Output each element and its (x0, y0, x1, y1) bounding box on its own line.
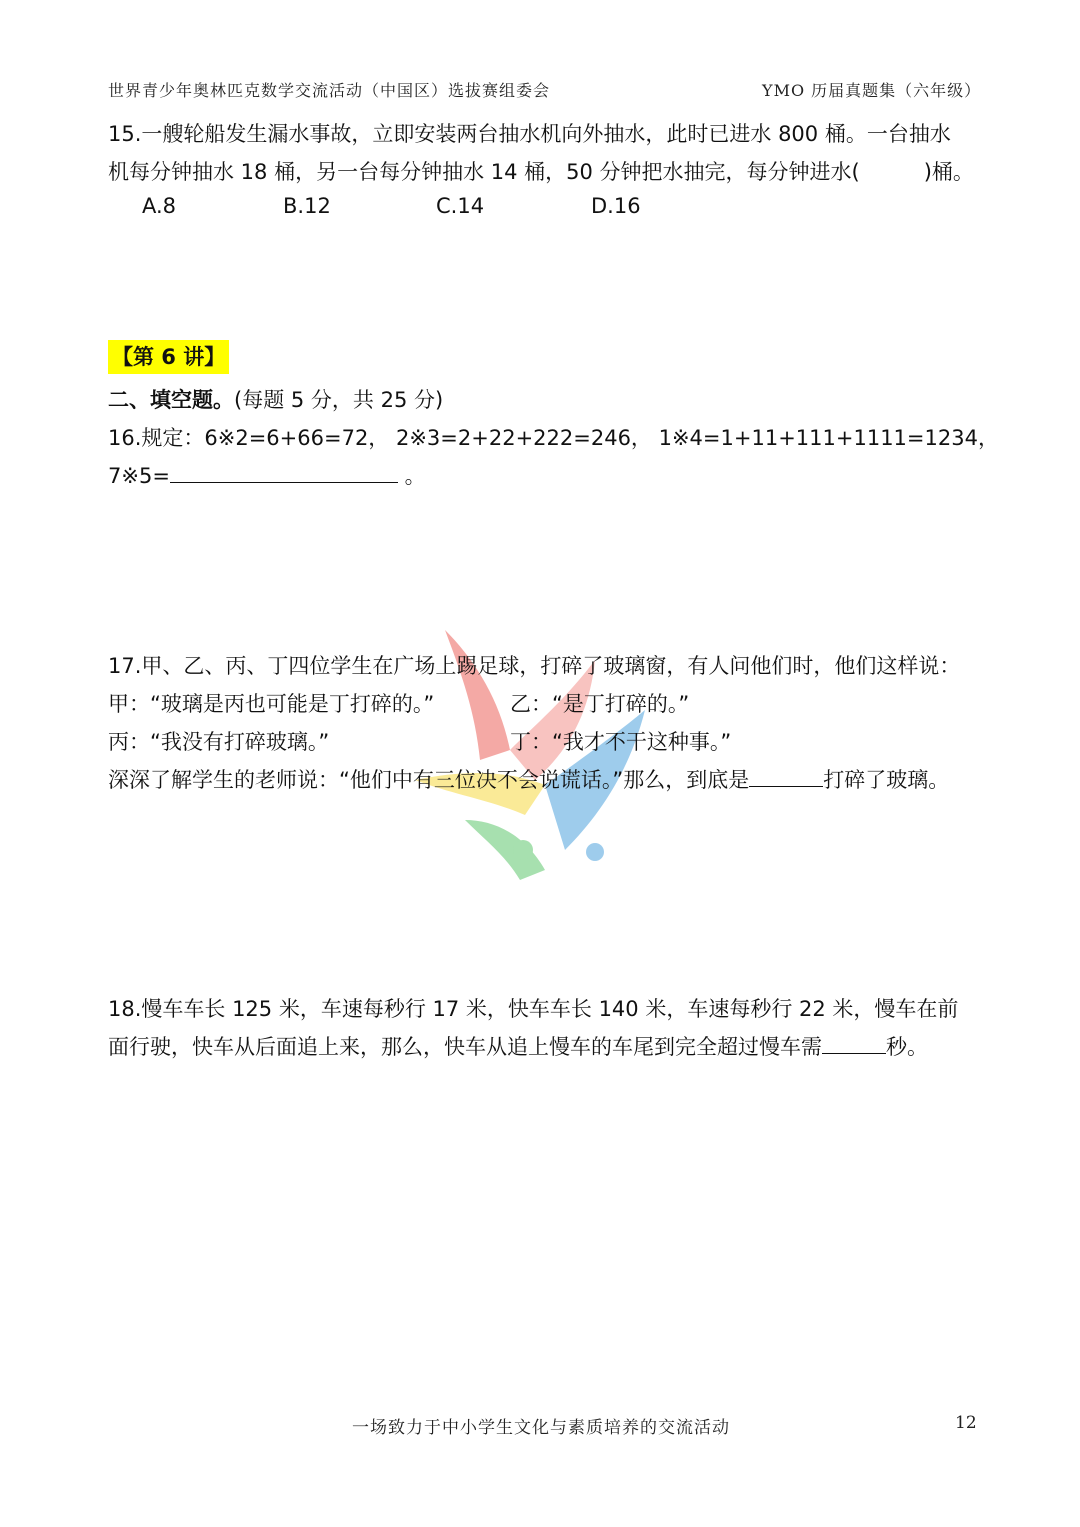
watermark-blue-dot (586, 843, 604, 861)
q15-option-a: A.8 (142, 194, 177, 218)
q16-answer-blank (170, 462, 398, 483)
q18-line2 (108, 1031, 928, 1061)
q15-line1: 15.一艘轮船发生漏水事故，立即安装两台抽水机向外抽水，此时已进水 800 桶。一台抽水 (108, 122, 951, 146)
q16-line2-text: 7※5= (108, 464, 170, 488)
q17-statement-bing: 丙：“我没有打碎玻璃。” (108, 730, 330, 754)
q16-line2 (108, 460, 426, 490)
page-number: 12 (955, 1413, 977, 1433)
q16-line1: 16.规定：6※2=6+66=72， 2※3=2+22+222=246， 1※4=1+11+111+1111=1234， (108, 426, 999, 450)
q15-line2-text: 机每分钟抽水 18 桶，另一台每分钟抽水 14 桶，50 分钟把水抽完，每分钟进水( (108, 160, 860, 184)
q18-line2-text: 面行驶，快车从后面追上来，那么，快车从追上慢车的车尾到完全超过慢车需 (108, 1035, 822, 1059)
q17-statement-yi: 乙：“是丁打碎的。” (510, 692, 690, 716)
q17-statement-ding: 丁：“我才不干这种事。” (510, 730, 732, 754)
q15-option-b: B.12 (283, 194, 331, 218)
q15-line2-end: )桶。 (923, 160, 974, 184)
section-note: (每题 5 分，共 25 分) (234, 388, 444, 412)
q16-line2-end: 。 (397, 464, 426, 488)
q18-answer-blank (822, 1033, 886, 1054)
q17-line4 (108, 764, 949, 794)
q18-line1: 18.慢车车长 125 米，车速每秒行 17 米，快车车长 140 米，车速每秒行 22 米，慢车在前 (108, 997, 959, 1021)
q17-line1: 17.甲、乙、丙、丁四位学生在广场上踢足球，打碎了玻璃窗，有人问他们时，他们这样说： (108, 654, 961, 678)
q17-line4-text: 深深了解学生的老师说：“他们中有三位决不会说谎话。”那么，到底是 (108, 768, 750, 792)
q15-line2 (108, 156, 974, 186)
watermark-green-dot (513, 840, 533, 860)
section-title: 二、填空题。 (108, 388, 234, 412)
footer-text: 一场致力于中小学生文化与素质培养的交流活动 (352, 1418, 730, 1438)
q15-option-d: D.16 (591, 194, 641, 218)
q17-statement-jia: 甲：“玻璃是丙也可能是丁打碎的。” (108, 692, 435, 716)
header-left: 世界青少年奥林匹克数学交流活动（中国区）选拔赛组委会 (108, 81, 551, 100)
q18-line2-end: 秒。 (886, 1035, 928, 1059)
q17-answer-blank (749, 766, 823, 787)
header-right: YMO 历届真题集（六年级） (762, 81, 982, 100)
lecture-tag: 【第 6 讲】 (108, 340, 229, 374)
q15-option-c: C.14 (436, 194, 485, 218)
section-heading (108, 384, 443, 414)
q17-line4-end: 打碎了玻璃。 (823, 768, 950, 792)
